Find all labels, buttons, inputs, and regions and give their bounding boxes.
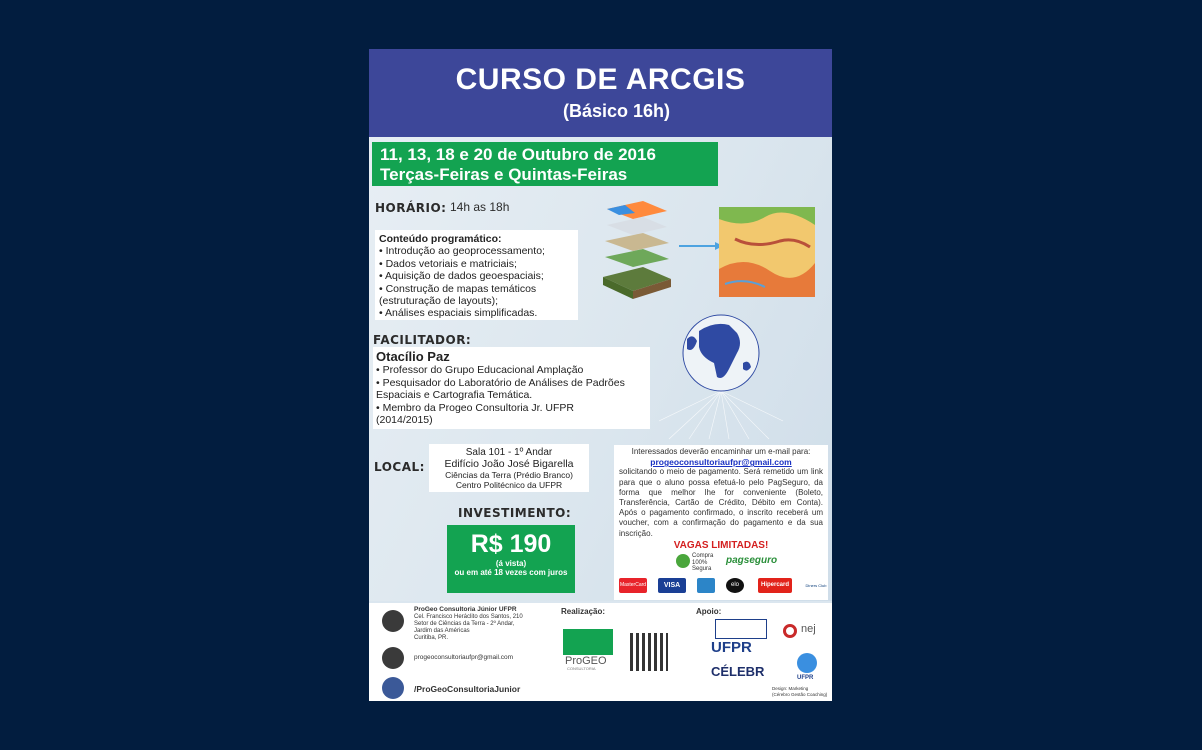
design-credit: Design: Marketing <box>772 686 809 691</box>
company-name: ProGeo Consultoria Júnior UFPR <box>414 606 517 613</box>
poster-subtitle: (Básico 16h) <box>562 101 671 121</box>
realizacao-label: Realização: <box>561 607 606 616</box>
local-sector: Ciências da Terra (Prédio Branco) <box>445 470 573 480</box>
footer-email[interactable]: progeoconsultoriaufpr@gmail.com <box>414 654 514 661</box>
gis-layers-illustration <box>595 199 825 309</box>
horario-value: 14h as 18h <box>450 200 510 214</box>
hipercard-logo: Hipercard <box>758 578 792 593</box>
amex-logo <box>697 578 715 593</box>
facebook-page-link[interactable]: /ProGeoConsultoriaJunior <box>414 684 521 694</box>
local-box <box>429 444 589 492</box>
celebr-logo: CÉLEBR <box>711 664 765 679</box>
conteudo-item: • Análises espaciais simplificadas. <box>379 307 538 320</box>
registration-info-box <box>614 445 828 600</box>
payment-security-row <box>614 553 828 573</box>
local-room: Sala 101 - 1º Andar <box>465 447 553 458</box>
dates-banner <box>372 142 718 186</box>
conteudo-item: (estruturação de layouts); <box>379 295 499 308</box>
nej-logo: nej <box>783 623 823 643</box>
contact-email-link[interactable]: progeoconsultoriaufpr@gmail.com <box>650 457 792 468</box>
weekdays-line: Terças-Feiras e Quintas-Feiras <box>380 165 628 184</box>
location-pin-icon <box>382 610 404 632</box>
info-body: solicitando o meio de pagamento. Será remetido um link para que o aluno possa efetuá-lo pelo PagSeguro, da forma que melhor lhe for conveniente (Boleto, Transferência, Cartão de Crédito, Débito em Conta). Após o pagamento confirmado, o inscrito receberá um voucher, com a confirmação do pagamento e da sua inscrição. <box>619 467 823 538</box>
visa-logo: VISA <box>658 578 686 593</box>
info-intro: Interessados deverão encaminhar um e-mail para: <box>631 447 811 456</box>
installments-note: ou em até 18 vezes com juros <box>454 568 568 577</box>
qr-code <box>630 633 668 671</box>
progeo-logo: ProGEO CONSULTORIA <box>563 629 613 671</box>
local-campus: Centro Politécnico da UFPR <box>455 480 563 490</box>
pagseguro-logo: pagseguro <box>726 555 778 567</box>
price-box <box>447 525 575 593</box>
facilitador-label: FACILITADOR: <box>373 333 472 347</box>
secure-lock-icon <box>676 554 690 568</box>
facilitador-box <box>373 347 650 429</box>
conteudo-heading: Conteúdo programático: <box>379 233 502 245</box>
address-line: Cel. Francisco Heráclito dos Santos, 210 <box>414 614 523 620</box>
price-note: (á vista) <box>495 559 527 568</box>
facilitador-name: Otacílio Paz <box>376 349 450 364</box>
diners-logo: Diners Club <box>805 578 827 593</box>
investimento-label: INVESTIMENTO: <box>458 506 572 520</box>
poster-header <box>369 49 832 137</box>
ufpr-logo: UFPR <box>711 619 769 655</box>
facilitador-item: • Professor do Grupo Educacional Ampla​ção <box>376 364 584 377</box>
course-poster <box>369 49 832 701</box>
horario-label: HORÁRIO: <box>375 201 447 215</box>
address-line: Setor de Ciências da Terra - 2º Andar, <box>414 621 515 627</box>
elo-logo: elo <box>726 578 744 593</box>
price-value: R$ 190 <box>470 530 552 558</box>
address-line: Jardim das Américas <box>414 628 470 634</box>
conteudo-item: • Construção de mapas temáticos <box>379 282 537 295</box>
facebook-icon <box>382 677 404 699</box>
conteudo-item: • Introdução ao geoprocessamento; <box>379 245 545 258</box>
conteudo-item: • Dados vetoriais e matriciais; <box>379 257 517 270</box>
dates-line: 11, 13, 18 e 20 de Outubro de 2016 <box>380 145 656 164</box>
facilitador-item: Espaciais e Cartografia Temática. <box>376 389 533 402</box>
facilitador-item: • Membro da Progeo Consultoria Jr. UFPR <box>376 401 575 414</box>
address-line: Curitiba, PR. <box>414 635 449 641</box>
secure-purchase-text: Compra 100% Segura <box>692 553 714 573</box>
conteudo-item: • Aquisição de dados geoespaciais; <box>379 270 544 283</box>
local-building: Edifício João José Bigarella <box>444 458 574 470</box>
poster-footer <box>369 603 832 701</box>
local-label: LOCAL: <box>374 460 425 474</box>
envelope-icon <box>382 647 404 669</box>
conteudo-box <box>375 230 578 320</box>
apoio-label: Apoio: <box>696 607 722 616</box>
design-credit: (Cérebro Gestão Coaching) <box>772 692 828 697</box>
facilitador-item: • Pesquisador do Laboratório de Análises de Padrões <box>376 376 625 389</box>
mastercard-logo: MasterCard <box>619 578 647 593</box>
ufpr-globe-logo: UFPR <box>793 653 821 687</box>
limited-spots-notice: VAGAS LIMITADAS! <box>673 539 769 551</box>
facilitador-item: (2014/2015) <box>376 414 433 427</box>
globe-illustration <box>659 311 784 441</box>
poster-title: CURSO DE ARCGIS <box>455 63 746 96</box>
